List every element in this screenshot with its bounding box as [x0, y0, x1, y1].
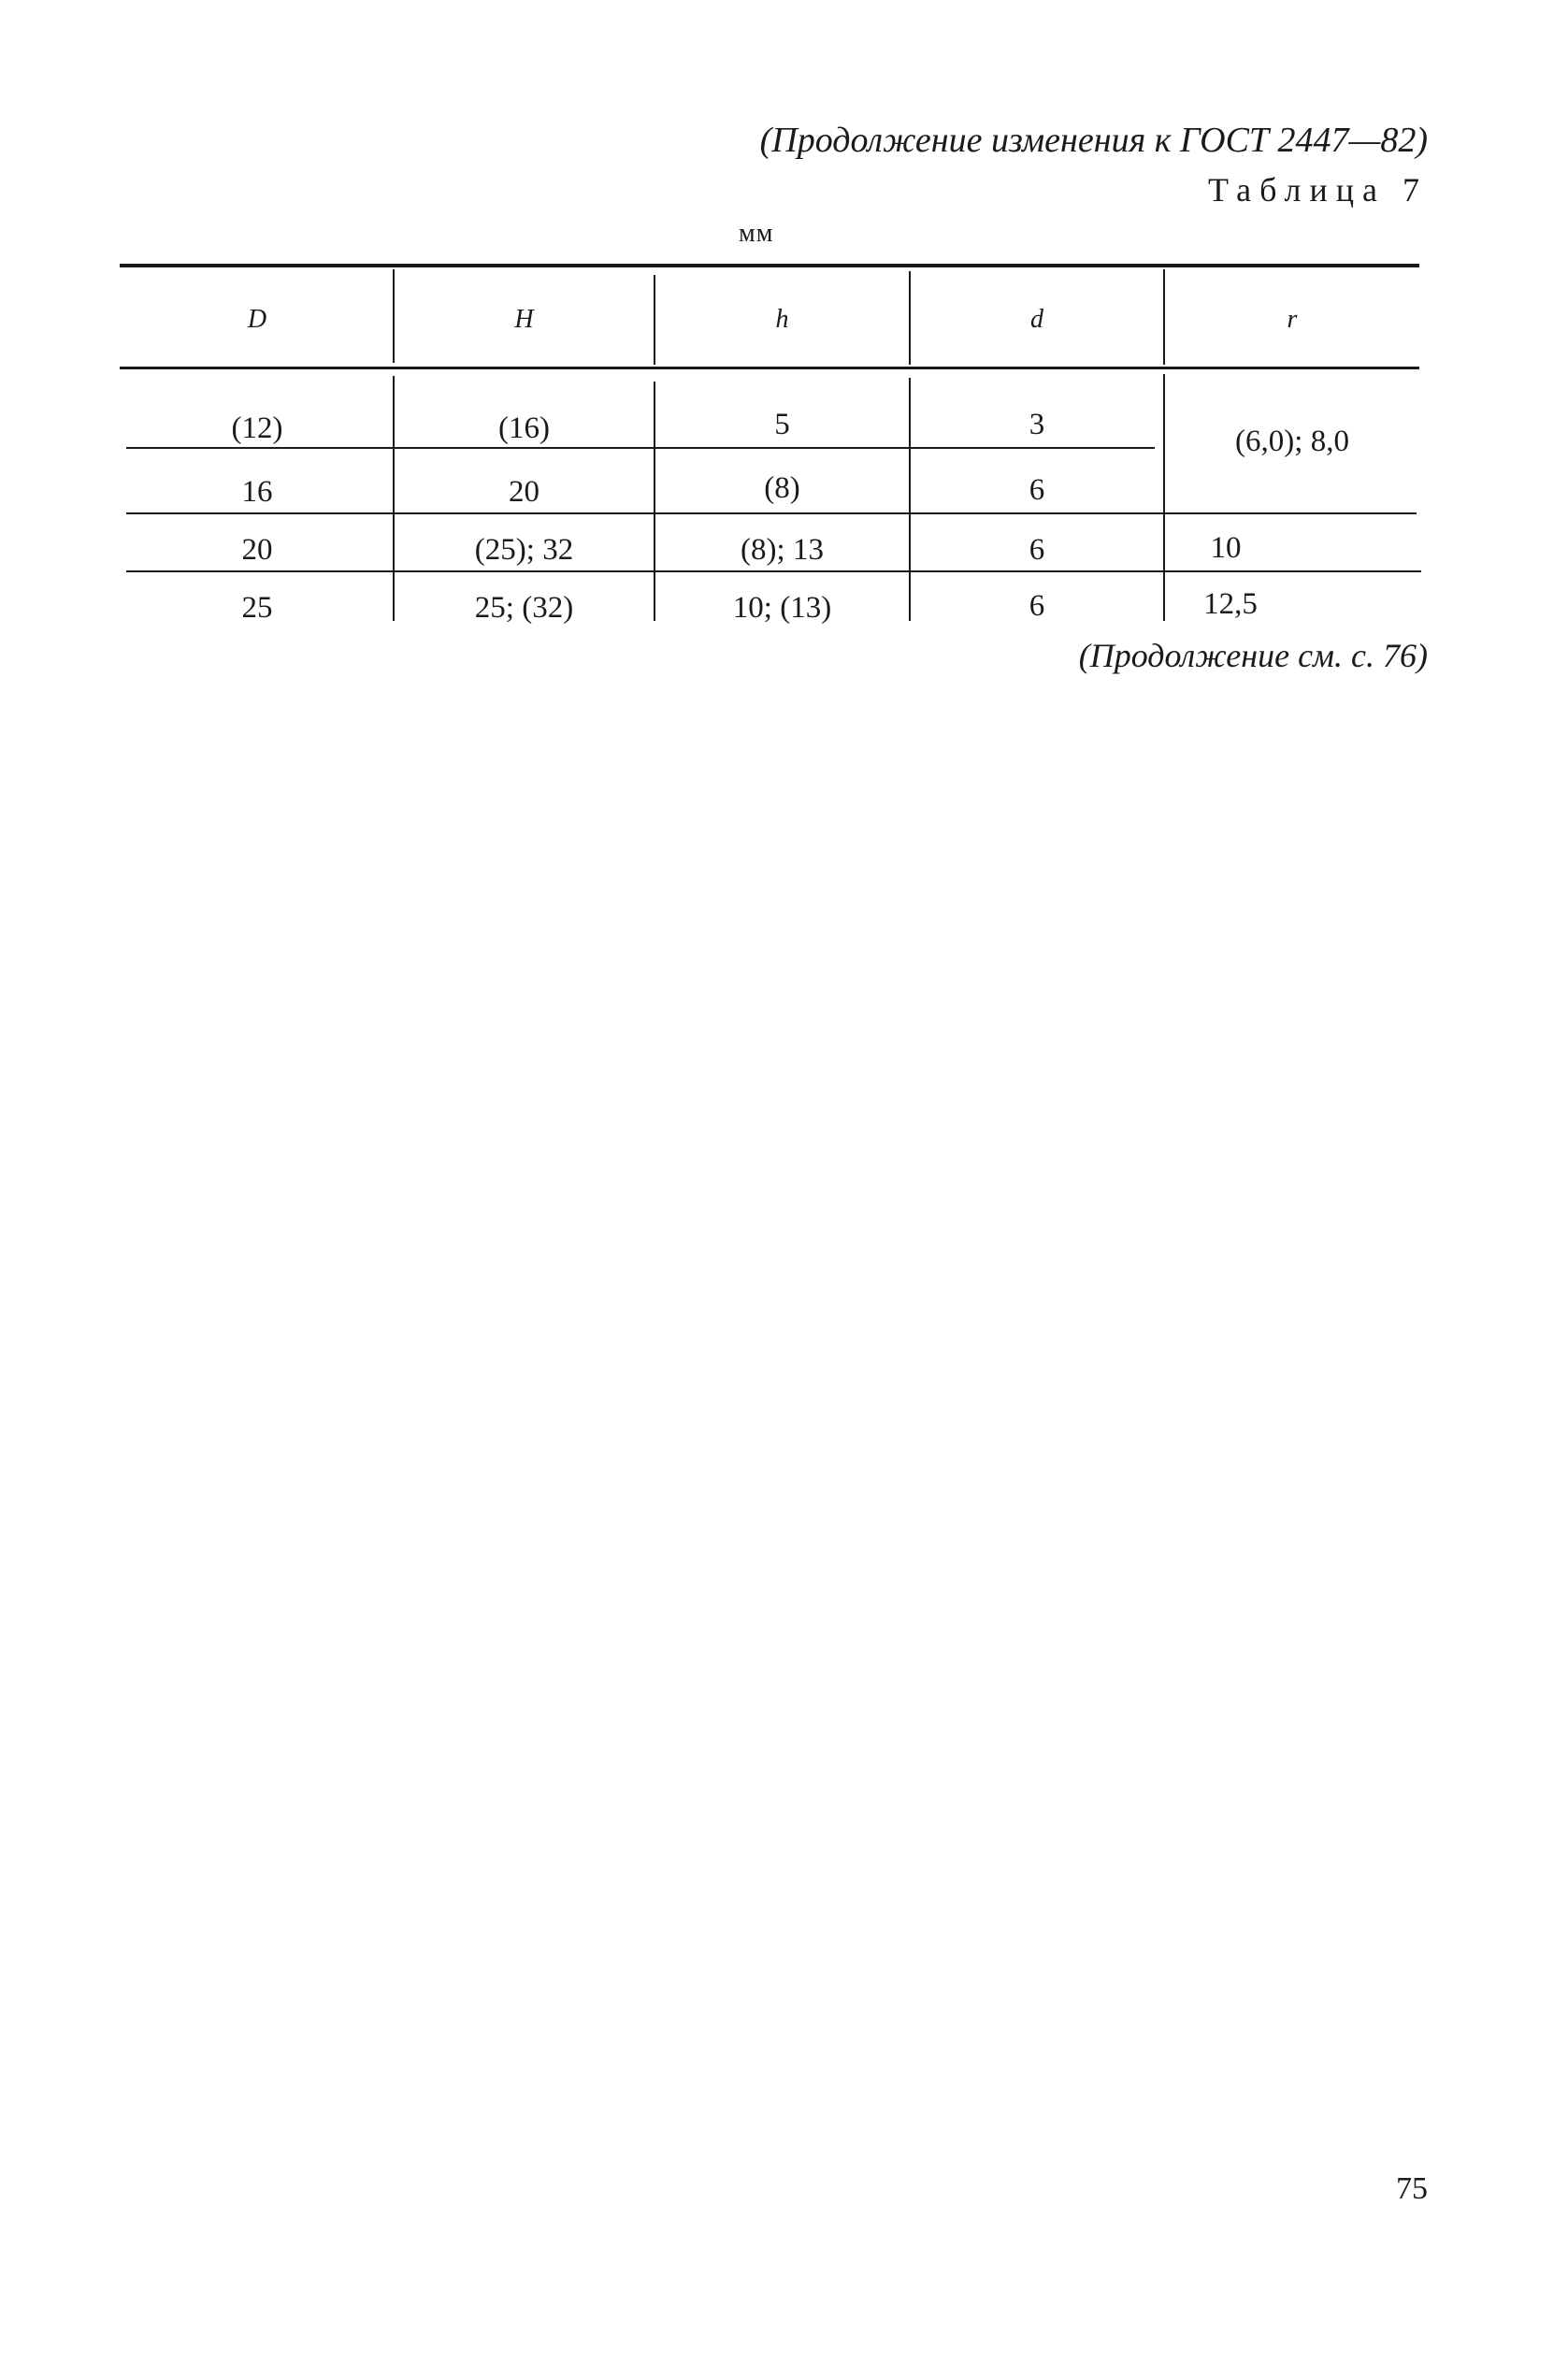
- table-cell: (16): [498, 411, 550, 445]
- table-cell: 25: [241, 591, 273, 625]
- row-rule: [126, 570, 1421, 572]
- table-cell: 10: [1210, 531, 1242, 565]
- unit-label: мм: [739, 219, 774, 248]
- table-cell: 6: [1029, 589, 1045, 623]
- page-number: 75: [1396, 2171, 1428, 2206]
- continuation-note: (Продолжение см. с. 76): [1078, 637, 1428, 674]
- table-cell: (12): [231, 411, 283, 445]
- table-label: Таблица 7: [1208, 171, 1428, 209]
- data-table: [0, 0, 1568, 655]
- row-rule: [126, 447, 1155, 449]
- table-cell: 25; (32): [474, 591, 574, 625]
- table-cell: 5: [774, 408, 790, 441]
- column-header-h: h: [775, 305, 789, 334]
- table-cell: 16: [241, 475, 273, 509]
- header-note: (Продолжение изменения к ГОСТ 2447—82): [759, 121, 1428, 160]
- body-separator: [1163, 374, 1165, 621]
- table-cell: 20: [241, 533, 273, 567]
- table-cell: (8): [764, 471, 800, 505]
- row-rule: [126, 512, 1417, 514]
- column-header-d: d: [1030, 305, 1043, 334]
- column-header-H: H: [514, 305, 534, 334]
- table-cell: 10; (13): [732, 591, 832, 625]
- column-header-D: D: [247, 305, 267, 334]
- table-cell: 6: [1029, 533, 1045, 567]
- table-cell: 12,5: [1203, 587, 1258, 621]
- table-cell: (6,0); 8,0: [1235, 425, 1349, 458]
- table-cell: 20: [509, 475, 539, 509]
- table-cell: 6: [1029, 473, 1045, 507]
- column-header-r: r: [1287, 305, 1298, 334]
- table-top-rule: [120, 264, 1419, 267]
- table-cell: (8); 13: [741, 533, 824, 567]
- table-cell: 3: [1029, 408, 1045, 441]
- table-cell: (25); 32: [474, 533, 574, 567]
- header-bottom-rule: [120, 367, 1419, 369]
